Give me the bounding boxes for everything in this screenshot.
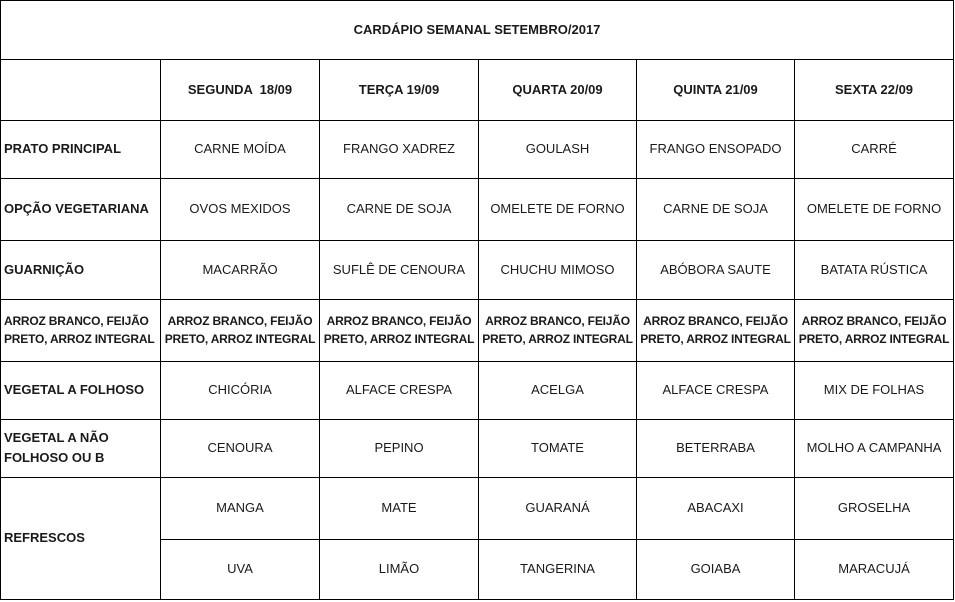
- row-label: GUARNIÇÃO: [1, 240, 161, 299]
- menu-cell: CARNE MOÍDA: [161, 121, 320, 179]
- menu-cell: ACELGA: [479, 362, 637, 420]
- menu-cell: BATATA RÚSTICA: [795, 240, 954, 299]
- menu-cell: BETERRABA: [637, 419, 795, 477]
- col-header-sexta: SEXTA 22/09: [795, 59, 954, 120]
- menu-cell: ARROZ BRANCO, FEIJÃO PRETO, ARROZ INTEGRAL: [637, 299, 795, 361]
- menu-cell: ALFACE CRESPA: [320, 362, 479, 420]
- menu-cell: ARROZ BRANCO, FEIJÃO PRETO, ARROZ INTEGRAL: [479, 299, 637, 361]
- col-header-quinta: QUINTA 21/09: [637, 59, 795, 120]
- header-row: [1, 59, 954, 120]
- row-refrescos-top: [1, 477, 954, 539]
- menu-cell: GROSELHA: [795, 477, 954, 539]
- menu-cell: CARRÉ: [795, 121, 954, 179]
- title-row: [1, 1, 954, 60]
- menu-cell: ARROZ BRANCO, FEIJÃO PRETO, ARROZ INTEGRAL: [795, 299, 954, 361]
- row-label: VEGETAL A FOLHOSO: [1, 362, 161, 420]
- menu-cell: FRANGO ENSOPADO: [637, 121, 795, 179]
- menu-cell: TOMATE: [479, 419, 637, 477]
- menu-cell: PEPINO: [320, 419, 479, 477]
- menu-cell: FRANGO XADREZ: [320, 121, 479, 179]
- menu-cell: CARNE DE SOJA: [637, 178, 795, 240]
- row-label: PRATO PRINCIPAL: [1, 121, 161, 179]
- row-vegetal-nao-folhoso: [1, 419, 954, 477]
- menu-cell: GOIABA: [637, 539, 795, 599]
- menu-cell: ARROZ BRANCO, FEIJÃO PRETO, ARROZ INTEGRAL: [161, 299, 320, 361]
- menu-cell: MARACUJÁ: [795, 539, 954, 599]
- row-label: OPÇÃO VEGETARIANA: [1, 178, 161, 240]
- menu-cell: CARNE DE SOJA: [320, 178, 479, 240]
- row-prato-principal: [1, 121, 954, 179]
- page-title: CARDÁPIO SEMANAL SETEMBRO/2017: [1, 1, 954, 60]
- menu-cell: UVA: [161, 539, 320, 599]
- row-label: ARROZ BRANCO, FEIJÃO PRETO, ARROZ INTEGRAL: [1, 299, 161, 361]
- menu-cell: ALFACE CRESPA: [637, 362, 795, 420]
- menu-cell: GOULASH: [479, 121, 637, 179]
- menu-cell: MANGA: [161, 477, 320, 539]
- col-header-quarta: QUARTA 20/09: [479, 59, 637, 120]
- menu-cell: TANGERINA: [479, 539, 637, 599]
- menu-cell: CENOURA: [161, 419, 320, 477]
- row-guarnicao: [1, 240, 954, 299]
- menu-cell: MACARRÃO: [161, 240, 320, 299]
- menu-cell: MOLHO A CAMPANHA: [795, 419, 954, 477]
- menu-cell: OMELETE DE FORNO: [795, 178, 954, 240]
- menu-cell: OMELETE DE FORNO: [479, 178, 637, 240]
- menu-cell: GUARANÁ: [479, 477, 637, 539]
- menu-cell: OVOS MEXIDOS: [161, 178, 320, 240]
- row-opcao-vegetariana: [1, 178, 954, 240]
- menu-cell: LIMÃO: [320, 539, 479, 599]
- menu-cell: SUFLÊ DE CENOURA: [320, 240, 479, 299]
- menu-cell: ABÓBORA SAUTE: [637, 240, 795, 299]
- menu-cell: ABACAXI: [637, 477, 795, 539]
- col-header-segunda: SEGUNDA 18/09: [161, 59, 320, 120]
- menu-cell: CHICÓRIA: [161, 362, 320, 420]
- row-vegetal-folhoso: [1, 362, 954, 420]
- col-header-terca: TERÇA 19/09: [320, 59, 479, 120]
- row-arroz-feijao: [1, 299, 954, 361]
- menu-cell: ARROZ BRANCO, FEIJÃO PRETO, ARROZ INTEGRAL: [320, 299, 479, 361]
- menu-cell: CHUCHU MIMOSO: [479, 240, 637, 299]
- row-label: VEGETAL A NÃO FOLHOSO OU B: [1, 419, 161, 477]
- row-label-refrescos: REFRESCOS: [1, 477, 161, 599]
- menu-cell: MATE: [320, 477, 479, 539]
- corner-cell: [1, 59, 161, 120]
- menu-cell: MIX DE FOLHAS: [795, 362, 954, 420]
